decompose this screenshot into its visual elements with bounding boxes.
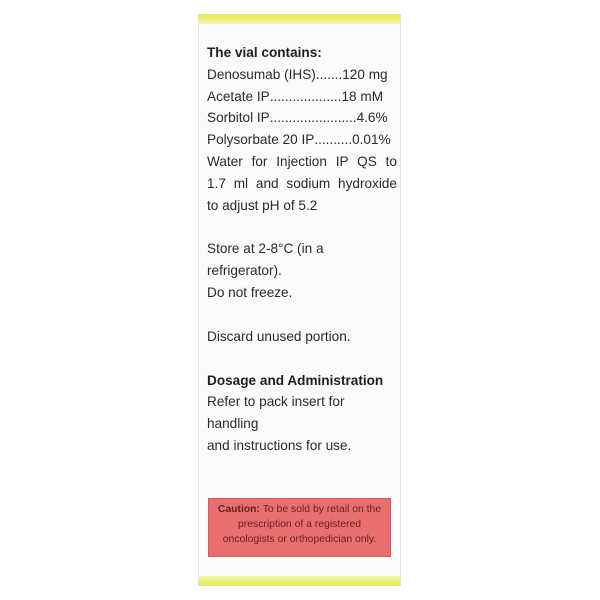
caution-text-3: oncologists or orthopedician only. xyxy=(222,534,377,545)
dosage-line-1: Refer to pack insert for handling xyxy=(207,394,345,432)
caution-box xyxy=(208,498,391,557)
storage-line-2: Do not freeze. xyxy=(207,284,293,300)
ingredient-leader: .......... xyxy=(314,132,353,148)
caution-line-1 xyxy=(214,502,385,517)
water-line-1: Water for Injection IP QS to xyxy=(207,153,397,169)
ingredient-row-sorbitol xyxy=(207,107,397,129)
discard-note: Discard unused portion. xyxy=(207,328,351,344)
ingredient-row-polysorbate xyxy=(207,129,397,151)
ingredient-name: Sorbitol IP xyxy=(207,110,270,126)
ingredient-row-denosumab xyxy=(207,64,397,86)
vial-contents-heading: The vial contains: xyxy=(207,45,322,60)
ingredient-value: 120 mg xyxy=(342,66,388,82)
vial-carton-panel xyxy=(198,14,401,586)
ingredient-value: 4.6% xyxy=(356,110,388,126)
label-text-block xyxy=(207,42,397,457)
caution-text-2: prescription of a registered xyxy=(237,519,362,530)
ingredient-leader: ....................... xyxy=(269,110,357,126)
spacer xyxy=(207,348,397,370)
ingredient-leader: ....... xyxy=(315,66,343,82)
spacer xyxy=(207,216,397,238)
caution-label: Caution: xyxy=(217,504,260,515)
water-line-3: to adjust pH of 5.2 xyxy=(207,197,318,213)
spacer xyxy=(207,304,397,326)
ingredient-value: 0.01% xyxy=(352,132,391,148)
ingredient-name: Denosumab (IHS) xyxy=(207,66,316,82)
ingredient-name: Acetate IP xyxy=(207,88,270,104)
ingredient-row-acetate xyxy=(207,86,397,108)
dosage-line-2: and instructions for use. xyxy=(207,437,352,453)
top-yellow-band xyxy=(199,14,400,24)
water-line-2: 1.7 ml and sodium hydroxide xyxy=(207,175,397,191)
storage-line-1: Store at 2-8°C (in a refrigerator). xyxy=(207,241,324,279)
caution-text-1: To be sold by retail on the xyxy=(260,504,382,515)
bottom-yellow-band xyxy=(199,576,400,586)
ingredient-leader: ................... xyxy=(269,88,342,104)
ingredient-value: 18 mM xyxy=(341,88,384,104)
dosage-heading: Dosage and Administration xyxy=(207,372,384,388)
ingredient-name: Polysorbate 20 IP xyxy=(207,132,315,148)
